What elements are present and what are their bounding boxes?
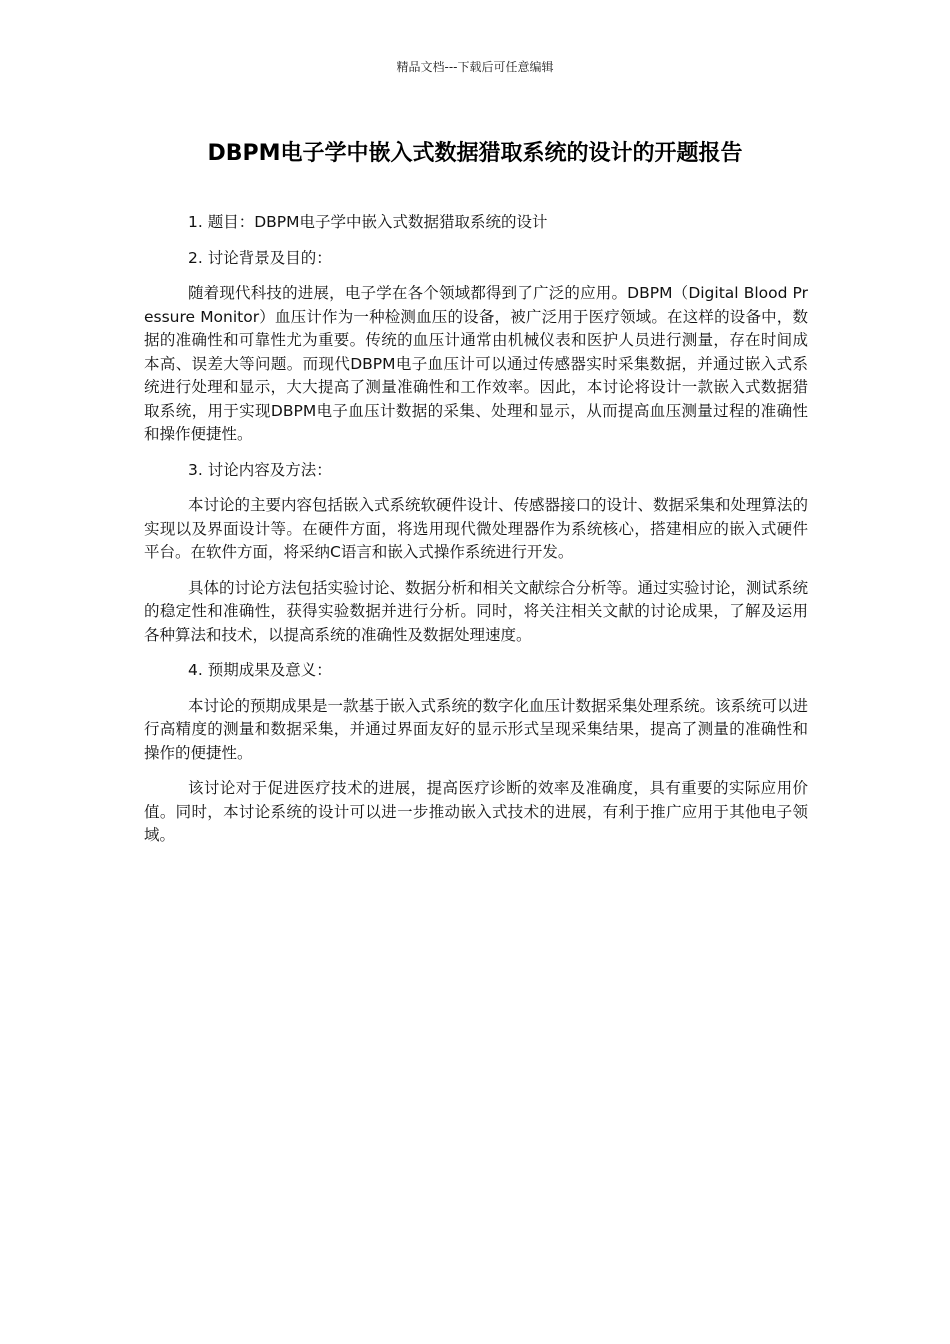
section-background-heading: 2. 讨论背景及目的：	[188, 248, 332, 267]
document-body	[144, 211, 808, 860]
page-header: 精品文档---下载后可任意编辑	[396, 60, 554, 74]
background-paragraph: 随着现代科技的进展，电子学在各个领域都得到了广泛的应用。DBPM（Digital Blood Pressure Monitor）血压计作为一种检测血压的设备，被广泛用于医疗领域。在这样的设备中，数据的准确性和可靠性尤为重要。传统的血压计通常由机械仪表和医护人员进行测量，存在时间成本高、误差大等问题。而现代DBPM电子血压计可以通过传感器实时采集数据，并通过嵌入式系统进行处理和显示，大大提高了测量准确性和工作效率。因此，本讨论将设计一款嵌入式数据猎取系统，用于实现DBPM电子血压计数据的采集、处理和显示，从而提高血压测量过程的准确性和操作便捷性。	[144, 284, 808, 443]
significance-paragraph: 该讨论对于促进医疗技术的进展，提高医疗诊断的效率及准确度，具有重要的实际应用价值。同时，本讨论系统的设计可以进一步推动嵌入式技术的进展，有利于推广应用于其他电子领域。	[144, 779, 808, 844]
section-content-method-heading: 3. 讨论内容及方法：	[188, 460, 332, 479]
document-title: DBPM电子学中嵌入式数据猎取系统的设计的开题报告	[207, 141, 743, 166]
section-topic: 1. 题目：DBPM电子学中嵌入式数据猎取系统的设计	[188, 213, 548, 231]
expected-results-paragraph: 本讨论的预期成果是一款基于嵌入式系统的数字化血压计数据采集处理系统。该系统可以进行高精度的测量和数据采集，并通过界面友好的显示形式呈现采集结果，提高了测量的准确性和操作的便捷性。	[144, 696, 809, 762]
content-paragraph: 本讨论的主要内容包括嵌入式系统软硬件设计、传感器接口的设计、数据采集和处理算法的实现以及界面设计等。在硬件方面，将选用现代微处理器作为系统核心，搭建相应的嵌入式硬件平台。在软件方面，将采纳C语言和嵌入式操作系统进行开发。	[144, 496, 809, 561]
section-expected-results-heading: 4. 预期成果及意义：	[188, 661, 332, 679]
method-paragraph: 具体的讨论方法包括实验讨论、数据分析和相关文献综合分析等。通过实验讨论，测试系统的稳定性和准确性，获得实验数据并进行分析。同时，将关注相关文献的讨论成果，了解及运用各种算法和技术，以提高系统的准确性及数据处理速度。	[144, 578, 809, 644]
